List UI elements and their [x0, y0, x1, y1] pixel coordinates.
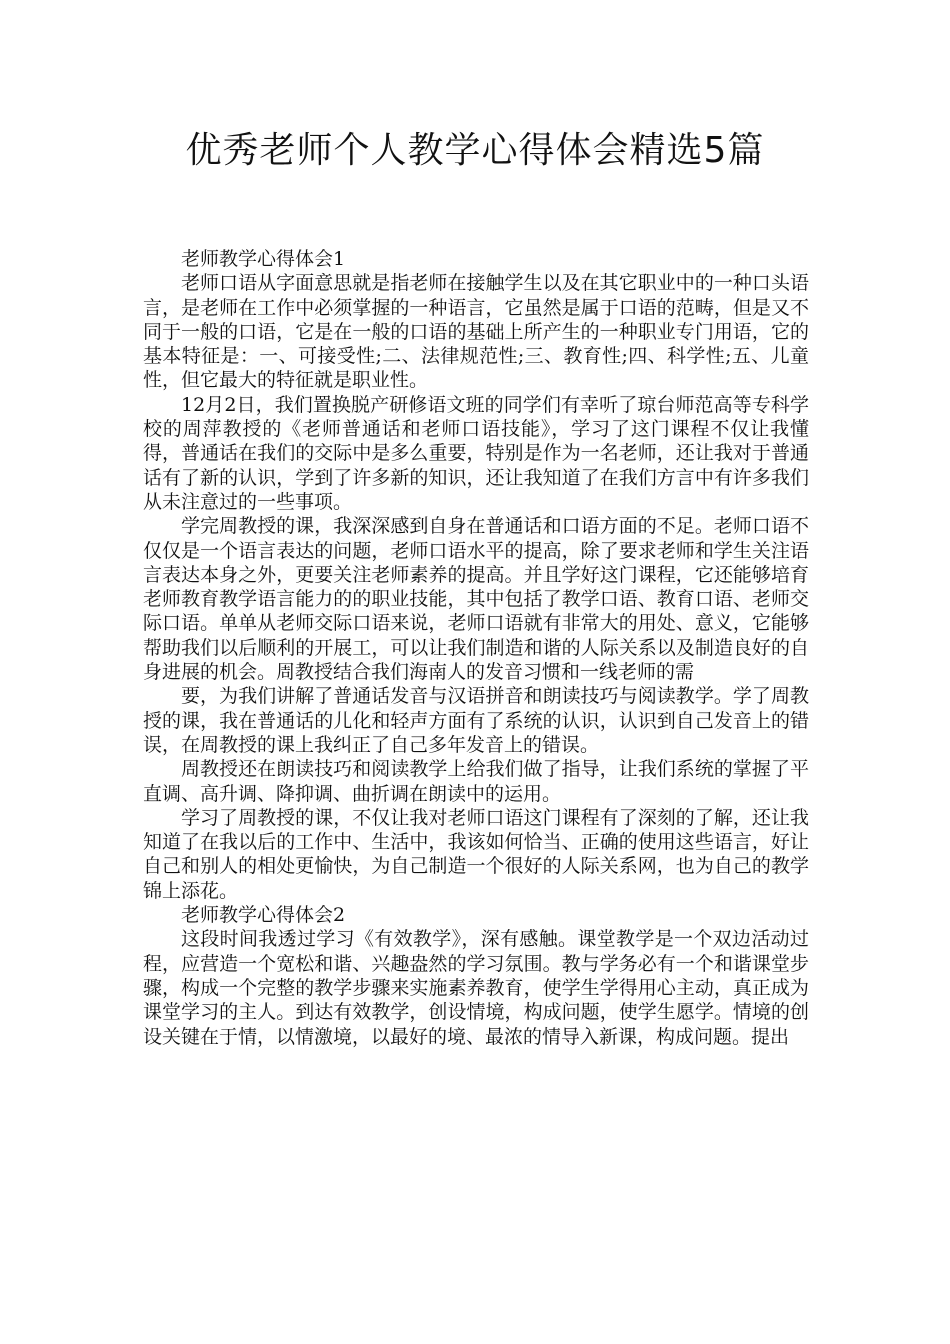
paragraph: 12月2日，我们置换脱产研修语文班的同学们有幸听了琼台师范高等专科学校的周萍教授的《老师普通话和老师口语技能》，学习了这门课程不仅让我懂得，普通话在我们的交际中是多么重要，特别是作为一名老师，还让我对于普通话有了新的认识，学到了许多新的知识，还让我知道了在我们方言中有许多我们从未注意过的一些事项。 [143, 393, 809, 513]
section-heading: 老师教学心得体会1 [181, 248, 346, 270]
document-body [143, 247, 809, 1049]
paragraph: 学习了周教授的课，不仅让我对老师口语这门课程有了深刻的了解，还让我知道了在我以后的工作中、生活中，我该如何恰当、正确的使用这些语言，好让自己和别人的相处更愉快，为自己制造一个很好的人际关系网，也为自己的教学锦上添花。 [143, 806, 809, 902]
paragraph: 周教授还在朗读技巧和阅读教学上给我们做了指导，让我们系统的掌握了平直调、高升调、降抑调、曲折调在朗读中的运用。 [143, 758, 809, 805]
paragraph: 要，为我们讲解了普通话发音与汉语拼音和朗读技巧与阅读教学。学了周教授的课，我在普通话的儿化和轻声方面有了系统的认识，认识到自己发音上的错误，在周教授的课上我纠正了自己多年发音上的错误。 [143, 685, 809, 756]
paragraph: 这段时间我透过学习《有效教学》，深有感触。课堂教学是一个双边活动过程，应营造一个宽松和谐、兴趣盎然的学习氛围。教与学务必有一个和谐课堂步骤，构成一个完整的教学步骤来实施素养教育，使学生学得用心主动，真正成为课堂学习的主人。到达有效教学，创设情境，构成问题，使学生愿学。情境的创设关键在于情，以情激境，以最好的境、最浓的情导入新课，构成问题。提出 [143, 928, 809, 1048]
paragraph: 老师口语从字面意思就是指老师在接触学生以及在其它职业中的一种口头语言，是老师在工作中必须掌握的一种语言，它虽然是属于口语的范畴，但是又不同于一般的口语，它是在一般的口语的基础上所产生的一种职业专门用语，它的基本特征是：一、可接受性;二、法律规范性;三、教育性;四、科学性;五、儿童性，但它最大的特征就是职业性。 [143, 272, 809, 392]
document-title: 优秀老师个人教学心得体会精选5篇 [185, 130, 765, 171]
paragraph: 学完周教授的课，我深深感到自身在普通话和口语方面的不足。老师口语不仅仅是一个语言表达的问题，老师口语水平的提高，除了要求老师和学生关注语言表达本身之外，更要关注老师素养的提高。并且学好这门课程，它还能够培育老师教育教学语言能力的的职业技能，其中包括了教学口语、教育口语、老师交际口语。单单从老师交际口语来说，老师口语就有非常大的用处、意义，它能够帮助我们以后顺利的开展工，可以让我们制造和谐的人际关系以及制造良好的自身进展的机会。周教授结合我们海南人的发音习惯和一线老师的需 [143, 515, 809, 684]
section-heading: 老师教学心得体会2 [181, 904, 346, 927]
